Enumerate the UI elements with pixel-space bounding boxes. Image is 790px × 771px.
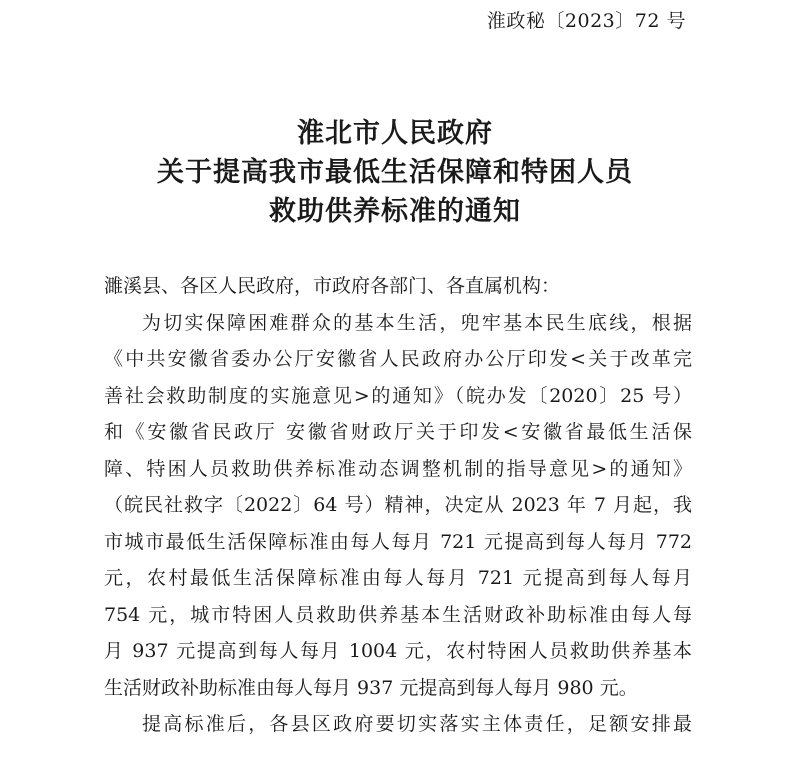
body-line: 障、特困人员救助供养标准动态调整机制的指导意见>的通知》 <box>104 457 692 480</box>
document-title <box>0 114 790 231</box>
body-line: 《中共安徽省委办公厅安徽省人民政府办公厅印发<关于改革完 <box>104 348 692 370</box>
salutation: 濉溪县、各区人民政府，市政府各部门、各直属机构： <box>104 275 561 297</box>
body-line: 754 元，城市特困人员救助供养基本生活财政补助标准由每人每 <box>104 603 692 626</box>
body-line: 月 937 元提高到每人每月 1004 元，农村特困人员救助供养基本 <box>104 640 692 662</box>
body-line: （皖民社救字〔2022〕64 号）精神，决定从 2023 年 7 月起，我 <box>104 494 692 516</box>
body-line: 市城市最低生活保障标准由每人每月 721 元提高到每人每月 772 <box>104 530 692 553</box>
body-line: 提高标准后，各县区政府要切实落实主体责任，足额安排最 <box>142 713 692 735</box>
body-line: 为切实保障困难群众的基本生活，兜牢基本民生底线，根据 <box>142 311 692 334</box>
document-number: 淮政秘〔2023〕72 号 <box>486 10 686 32</box>
title-line-2: 关于提高我市最低生活保障和特困人员 <box>157 157 633 188</box>
document-body <box>104 268 692 743</box>
body-line: 和《安徽省民政厅 安徽省财政厅关于印发<安徽省最低生活保 <box>104 421 692 443</box>
title-line-3: 救助供养标准的通知 <box>269 196 521 227</box>
title-line-1: 淮北市人民政府 <box>297 118 493 149</box>
body-line: 善社会救助制度的实施意见>的通知》（皖办发〔2020〕25 号） <box>104 384 692 407</box>
body-line: 生活财政补助标准由每人每月 937 元提高到每人每月 980 元。 <box>104 676 638 699</box>
body-line: 元，农村最低生活保障标准由每人每月 721 元提高到每人每月 <box>104 567 692 589</box>
